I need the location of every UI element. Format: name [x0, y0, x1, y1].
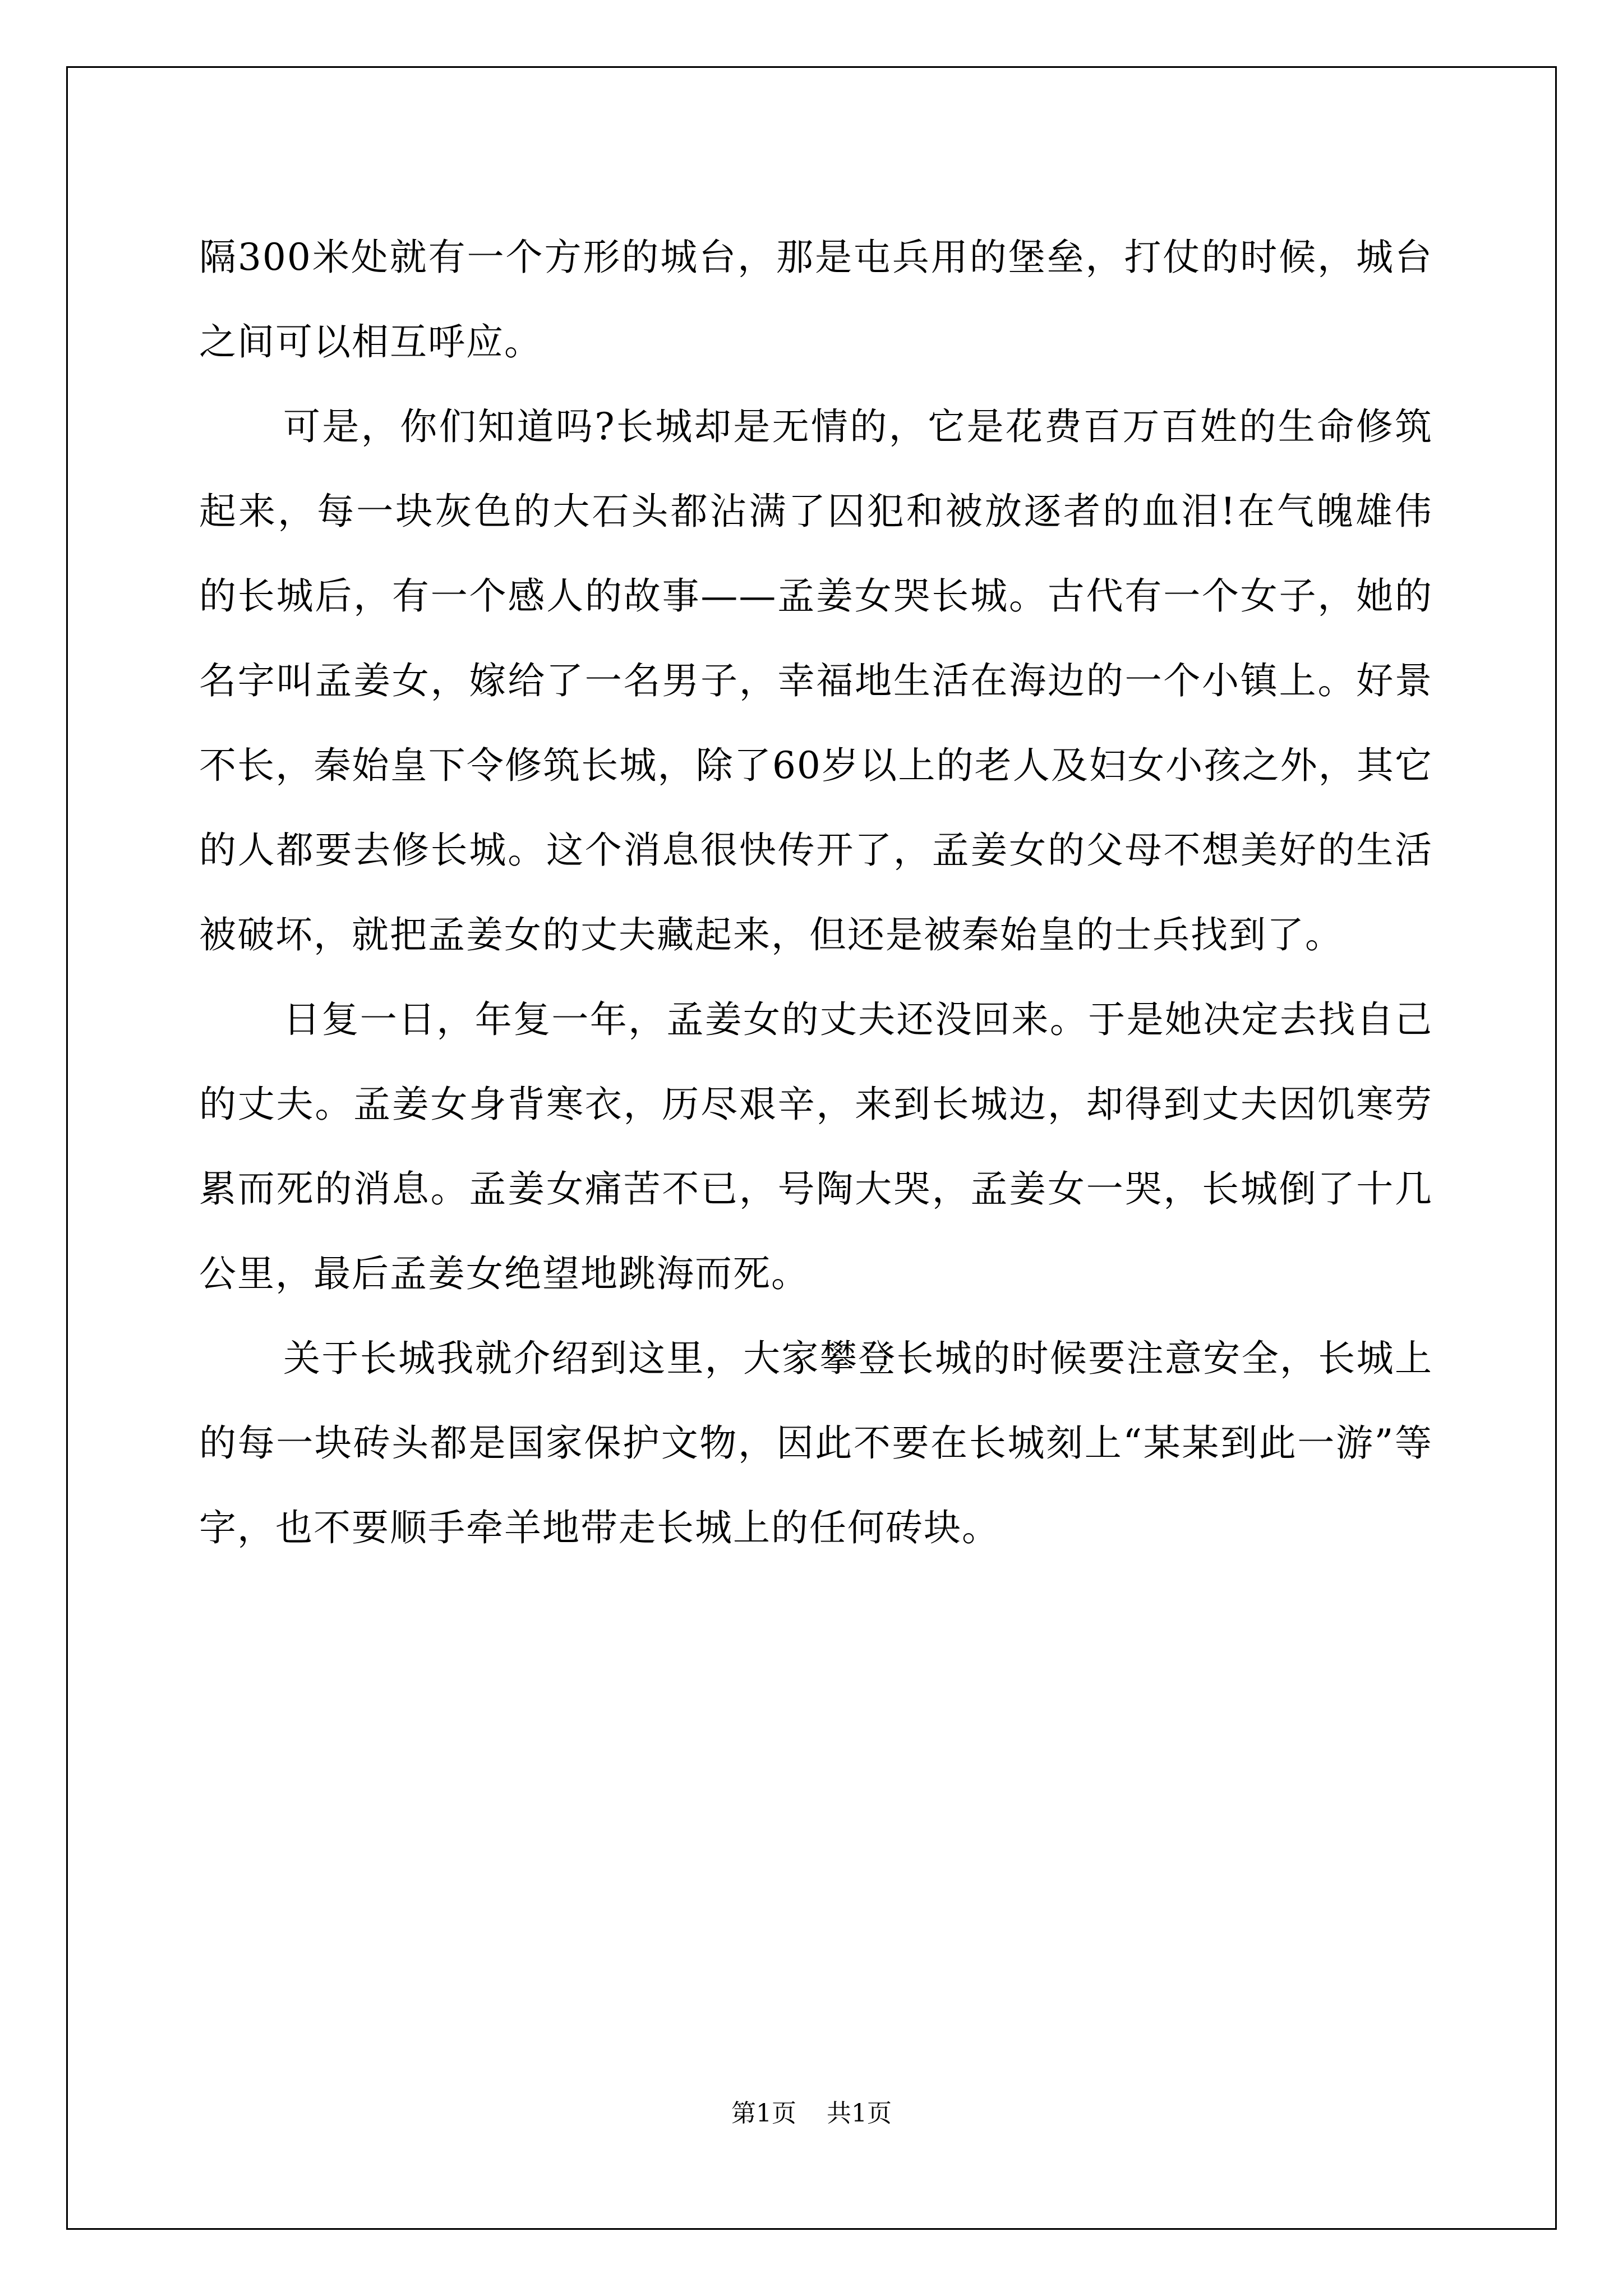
page-footer [0, 2097, 1623, 2131]
paragraph: 日复一日，年复一年，孟姜女的丈夫还没回来。于是她决定去找自己的丈夫。孟姜女身背寒衣，历尽艰辛，来到长城边，却得到丈夫因饥寒劳累而死的消息。孟姜女痛苦不已，号陶大哭，孟姜女一哭，长城倒了十几公里，最后孟姜女绝望地跳海而死。 [199, 998, 1433, 1295]
paragraph: 关于长城我就介绍到这里，大家攀登长城的时候要注意安全，长城上的每一块砖头都是国家保护文物，因此不要在长城刻上“某某到此一游”等字，也不要顺手牵羊地带走长城上的任何砖块。 [199, 1337, 1433, 1549]
page-total: 共1页 [827, 2099, 892, 2128]
document-body [199, 215, 1433, 1570]
page-number: 第1页 [731, 2099, 796, 2128]
paragraph-continued: 隔300米处就有一个方形的城台，那是屯兵用的堡垒，打仗的时候，城台之间可以相互呼应。 [199, 236, 1433, 364]
paragraph: 可是，你们知道吗?长城却是无情的，它是花费百万百姓的生命修筑起来，每一块灰色的大石头都沾满了囚犯和被放逐者的血泪!在气魄雄伟的长城后，有一个感人的故事——孟姜女哭长城。古代有一个女子，她的名字叫孟姜女，嫁给了一名男子，幸福地生活在海边的一个小镇上。好景不长，秦始皇下令修筑长城，除了60岁以上的老人及妇女小孩之外，其它的人都要去修长城。这个消息很快传开了，孟姜女的父母不想美好的生活被破坏，就把孟姜女的丈夫藏起来，但还是被秦始皇的士兵找到了。 [199, 405, 1433, 956]
